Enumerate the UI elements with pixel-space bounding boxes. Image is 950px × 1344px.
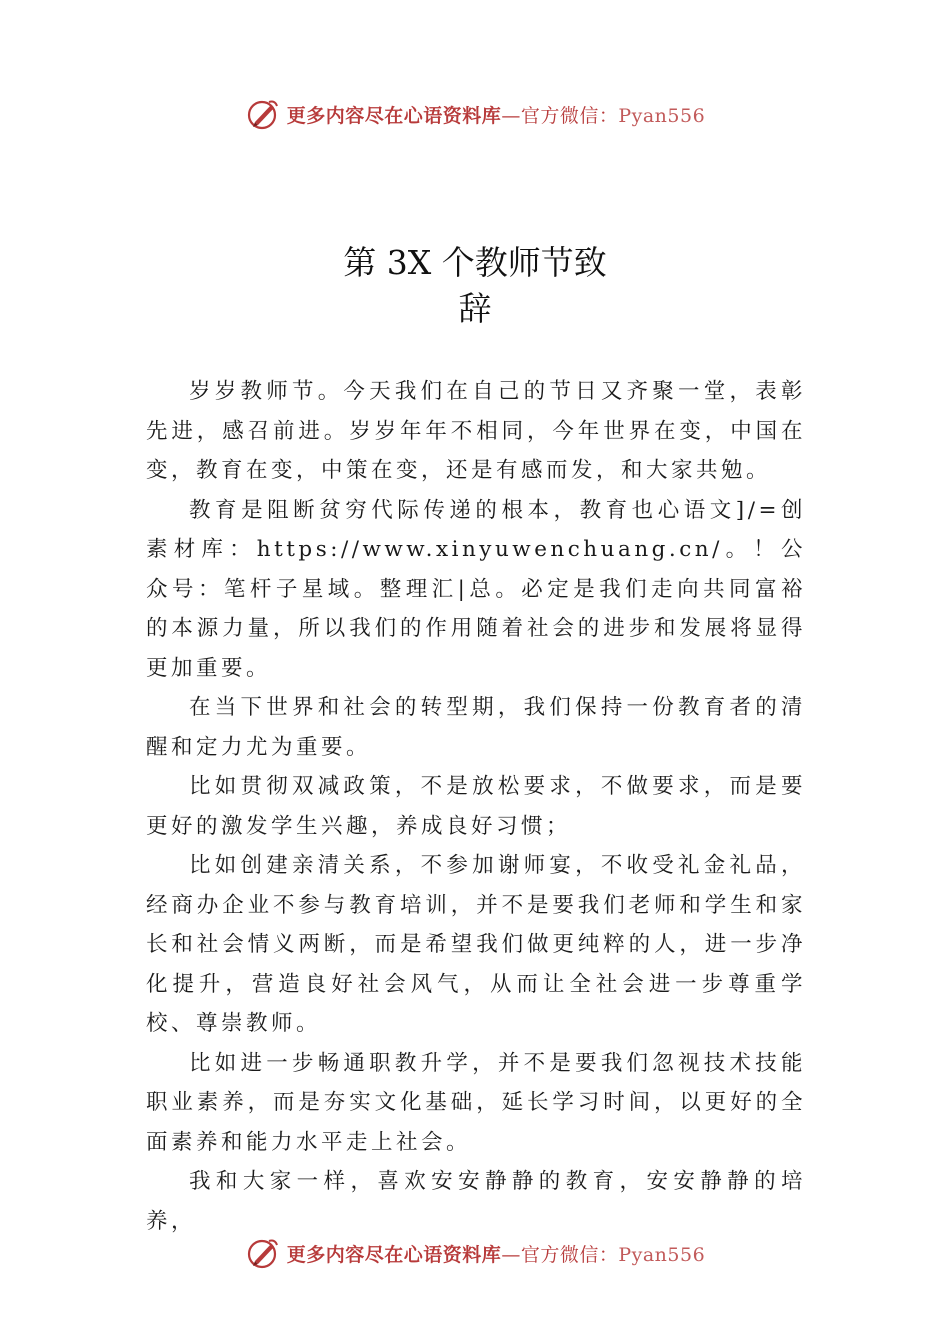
footer-banner (0, 1233, 950, 1273)
paragraph: 教育是阻断贫穷代际传递的根本，教育也心语文]/=创素材库：https://www.xinyuwenchuang.cn/。！公众号：笔杆子星域。整理汇|总。必定是我们走向共同富裕的本源力量，所以我们的作用随着社会的进步和发展将显得更加重要。 (146, 497, 806, 681)
paragraph: 比如创建亲清关系，不参加谢师宴，不收受礼金礼品，经商办企业不参与教育培训，并不是要我们老师和学生和家长和社会情义两断，而是希望我们做更纯粹的人，进一步净化提升，营造良好社会风气，从而让全社会进一步尊重学校、尊崇教师。 (146, 853, 806, 1036)
footer-dash: — (501, 1243, 521, 1266)
page-title (0, 240, 950, 332)
header-wechat-label: 官方微信： (520, 104, 619, 127)
paragraph: 比如贯彻双减政策，不是放松要求，不做要求，而是要更好的激发学生兴趣，养成良好习惯； (146, 774, 806, 839)
header-banner (0, 94, 950, 134)
header-wechat-id: Pyan556 (618, 104, 706, 127)
pen-logo-icon (245, 1235, 281, 1271)
footer-banner-text (287, 1240, 705, 1267)
header-banner-text (287, 101, 705, 128)
title-line-1: 第 3X 个教师节致 (343, 243, 607, 282)
footer-wechat-label: 官方微信： (520, 1243, 619, 1266)
paragraph: 在当下世界和社会的转型期，我们保持一份教育者的清醒和定力尤为重要。 (146, 695, 806, 760)
paragraph: 比如进一步畅通职教升学，并不是要我们忽视技术技能职业素养，而是夯实文化基础，延长学习时间，以更好的全面素养和能力水平走上社会。 (146, 1050, 806, 1155)
pen-logo-icon (245, 96, 281, 132)
footer-prefix: 更多内容尽在心语资料库 (286, 1243, 502, 1266)
footer-wechat-id: Pyan556 (618, 1243, 706, 1266)
paragraph: 岁岁教师节。今天我们在自己的节日又齐聚一堂，表彰先进，感召前进。岁岁年年不相同，今年世界在变，中国在变，教育在变，中策在变，还是有感而发，和大家共勉。 (146, 379, 806, 483)
document-body (146, 372, 806, 1241)
header-prefix: 更多内容尽在心语资料库 (286, 104, 502, 127)
paragraph: 我和大家一样，喜欢安安静静的教育，安安静静的培养， (146, 1169, 806, 1234)
header-dash: — (501, 104, 521, 127)
title-line-2: 辞 (458, 289, 492, 328)
